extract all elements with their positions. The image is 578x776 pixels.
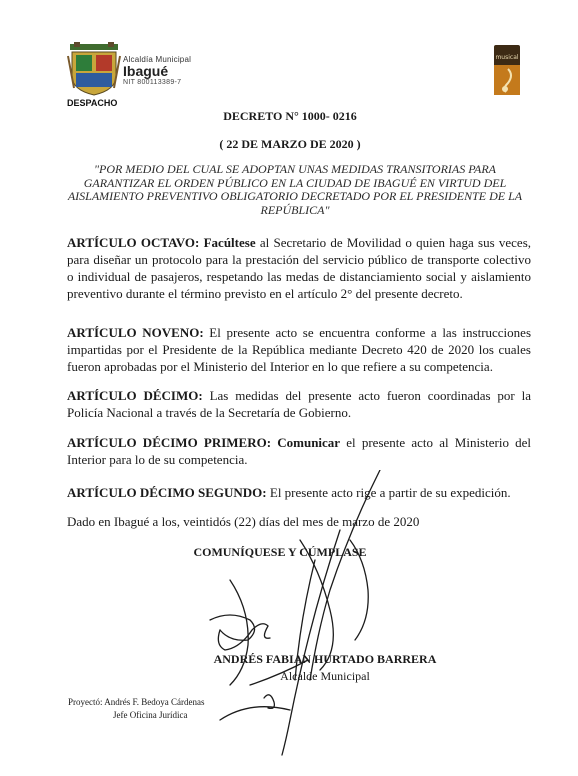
article-text: El presente acto rige a partir de su expedición. — [266, 485, 511, 500]
article-eleventh — [67, 434, 531, 468]
article-eighth — [67, 234, 531, 302]
drafted-by-name: Proyectó: Andrés F. Bedoya Cárdenas — [68, 697, 205, 707]
musical-badge-icon — [494, 45, 520, 95]
article-ninth — [67, 324, 531, 375]
given-statement: Dado en Ibagué a los, veintidós (22) días del mes de marzo de 2020 — [67, 514, 420, 529]
article-heading: ARTÍCULO DÉCIMO SEGUNDO: — [67, 485, 267, 500]
decree-number: DECRETO N° 1000- 0216 — [223, 109, 357, 123]
org-line: Alcaldía Municipal — [123, 55, 192, 64]
article-heading: ARTÍCULO DÉCIMO PRIMERO: — [67, 435, 272, 450]
decree-date: ( 22 DE MARZO DE 2020 ) — [219, 137, 361, 151]
drafted-by-role: Jefe Oficina Jurídica — [113, 710, 188, 720]
article-twelfth — [67, 484, 531, 501]
drafted-by — [68, 696, 205, 722]
article-text: el presente acto al Ministerio del Interior para lo de su competencia. — [67, 435, 532, 467]
coat-of-arms-icon — [64, 42, 124, 96]
article-text: al Secretario de Movilidad o quien haga sus veces, para diseñar un protocolo para la prestación del servicio público de transporte colectivo o individual de pasajeros, respetando las medas de distanciamiento social y aislamiento preventivo durante el término previsto en el artículo 2° del presente decreto. — [67, 235, 531, 301]
badge-text: musical — [495, 54, 519, 61]
article-lead: Facúltese — [203, 235, 256, 250]
decree-title: "POR MEDIO DEL CUAL SE ADOPTAN UNAS MEDIDAS TRANSITORIAS PARA GARANTIZAR EL ORDEN PÚBLICO EN LA CIUDAD DE IBAGUÉ EN VIRTUD DEL AISLAMIENTO PREVENTIVO OBLIGATORIO DECRETADO POR EL PRESIDENTE DE LA REPÚBLICA" — [67, 162, 523, 217]
article-heading: ARTÍCULO NOVENO: — [67, 325, 204, 340]
signer-name: ANDRÉS FABIAN HURTADO BARRERA — [213, 652, 437, 666]
article-heading: ARTÍCULO DÉCIMO: — [67, 388, 203, 403]
organization-block — [123, 55, 191, 86]
org-name: Ibagué — [123, 63, 169, 79]
org-nit: NIT 800113389-7 — [123, 79, 182, 86]
article-tenth — [67, 387, 531, 421]
article-heading: ARTÍCULO OCTAVO: — [67, 235, 200, 250]
article-lead: Comunicar — [277, 435, 341, 450]
office-label: DESPACHO — [67, 98, 118, 108]
article-text: Las medidas del presente acto fueron coordinadas por la Policía Nacional a través de la Secretaría de Gobierno. — [67, 388, 532, 420]
article-text: El presente acto se encuentra conforme a las instrucciones impartidas por el Presidente de la República mediante Decreto 420 de 2020 los cuales fueron aprobadas por el Ministerio del Interior en lo que refiere a su competencia. — [67, 325, 531, 374]
signer-title: Alcalde Municipal — [280, 669, 370, 683]
publish-order: COMUNÍQUESE Y CÚMPLASE — [193, 545, 367, 559]
